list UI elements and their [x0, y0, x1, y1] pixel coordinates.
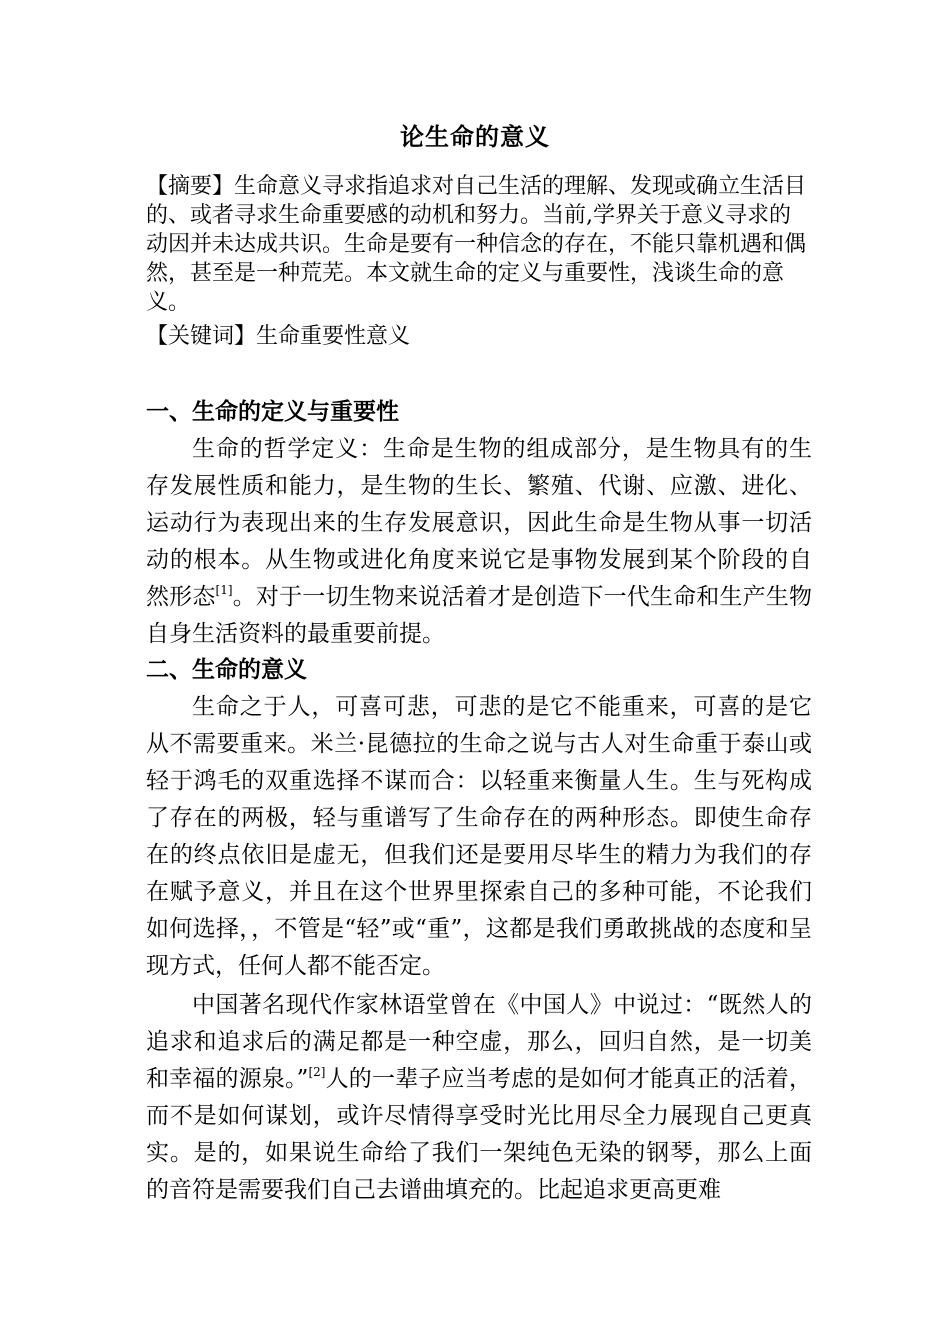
abstract [146, 172, 812, 317]
keywords [146, 322, 812, 352]
abstract-text: 生命意义寻求指追求对自己生活的理解、发现或确立生活目的、或者寻求生命重要感的动机和努力。当前,学界关于意义寻求的动因并未达成共识。生命是要有一种信念的存在，不能只靠机遇和偶然，甚至是一种荒芜。本文就生命的定义与重要性，浅谈生命的意义。 [146, 174, 807, 315]
citation-ref-2: [2] [308, 1065, 326, 1079]
keywords-label: 【关键词】 [146, 324, 257, 349]
section-2-paragraph-1: 生命之于人，可喜可悲，可悲的是它不能重来，可喜的是它从不需要重来。米兰·昆德拉的生命之说与古人对生命重于泰山或轻于鸿毛的双重选择不谋而合：以轻重来衡量人生。生与死构成了存在的两极，轻与重谱写了生命存在的两种形态。即使生命存在的终点依旧是虚无，但我们还是要用尽毕生的精力为我们的存在赋予意义，并且在这个世界里探索自己的多种可能，不论我们如何选择，，不管是“轻”或“重”，这都是我们勇敢挑战的态度和呈现方式，任何人都不能否定。 [146, 694, 812, 979]
section-1-heading: 一、生命的定义与重要性 [146, 399, 399, 425]
section-2-paragraph-2 [146, 987, 812, 1209]
document-title: 论生命的意义 [400, 123, 550, 151]
paragraph-text: 中国著名现代作家林语堂曾在《中国人》中说过：“既然人的追求和追求后的满足都是一种空虚，那么，回归自然，是一切美和幸福的源泉。” [146, 992, 812, 1092]
section-1-paragraph-1 [146, 431, 812, 653]
abstract-label: 【摘要】 [146, 174, 235, 199]
paragraph-text: 。对于一切生物来说活着才是创造下一代生命和生产生物自身生活资料的最重要前提。 [146, 584, 813, 647]
keywords-text: 生命重要性意义 [256, 324, 411, 349]
section-2-heading: 二、生命的意义 [146, 657, 307, 683]
paragraph-text: 生命的哲学定义：生命是生物的组成部分，是生物具有的生存发展性质和能力，是生物的生长、繁殖、代谢、应激、进化、运动行为表现出来的生存发展意识，因此生命是生物从事一切活动的根本。从生物或进化角度来说它是事物发展到某个阶段的自然形态 [146, 436, 812, 610]
citation-ref-1: [1] [215, 583, 233, 597]
paragraph-text: 人的一辈子应当考虑的是如何才能真正的活着，而不是如何谋划，或许尽情得享受时光比用尽全力展现自己更真实。是的，如果说生命给了我们一架纯色无染的钢琴，那么上面的音符是需要我们自己去谱曲填充的。比起追求更高更难 [146, 1066, 813, 1203]
